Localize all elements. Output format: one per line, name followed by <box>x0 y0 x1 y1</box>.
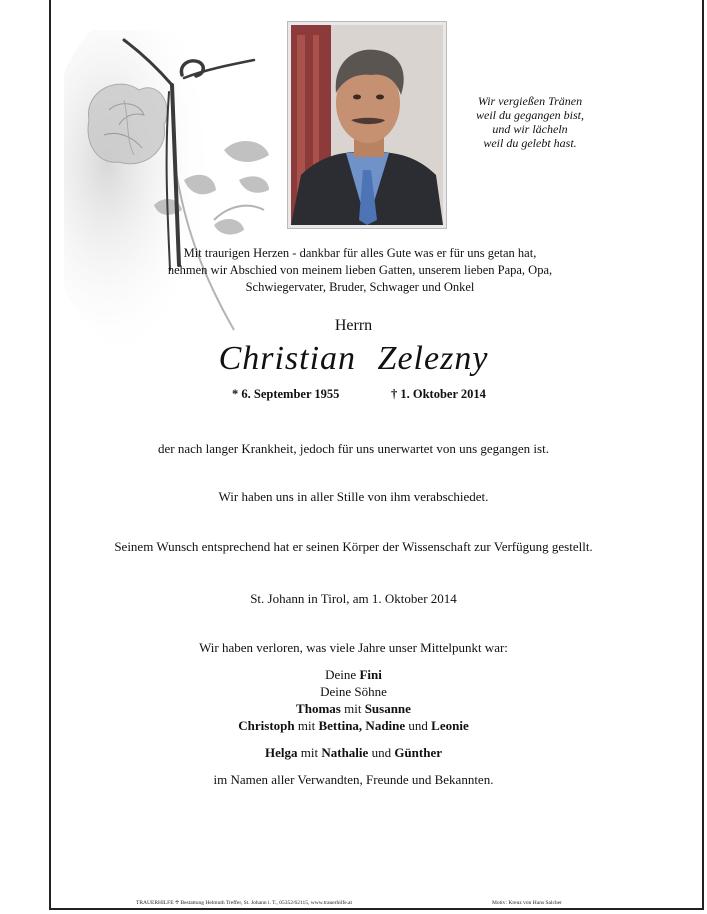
son1-partner: Susanne <box>364 701 411 716</box>
sibling-with: mit <box>297 745 322 760</box>
family-sons: Deine Söhne <box>320 684 387 699</box>
son1-name: Thomas <box>296 701 341 716</box>
family-son1 <box>0 700 707 717</box>
family-son2 <box>0 717 707 734</box>
rose-cross-motif <box>64 30 294 350</box>
intro-line: Schwiegervater, Bruder, Schwager und Onkel <box>245 280 475 294</box>
son2-name: Christoph <box>238 718 295 733</box>
family-sibling <box>0 744 707 761</box>
wife-prefix: Deine <box>325 667 360 682</box>
quote-line: Wir vergießen Tränen <box>477 94 583 108</box>
footer-motif: Motiv: Kreuz von Hans Salcher <box>492 900 562 906</box>
deceased-name: Christian Zelezny <box>218 340 489 377</box>
birth-date: * 6. September 1955 <box>232 387 340 401</box>
quote-line: weil du gegangen bist, <box>476 108 584 122</box>
family-closing: im Namen aller Verwandten, Freunde und Bekannten. <box>213 772 494 787</box>
family-list <box>0 666 707 788</box>
sibling-partner2: Günther <box>394 745 442 760</box>
son2-and: und <box>405 718 432 733</box>
memorial-quote <box>470 94 590 150</box>
footer-undertaker: TRAUERHILFE ♰ Bestattung Helmuth Treffer, St. Johann i. T., 05352/62115, www.trauerhilfe.at <box>136 900 352 906</box>
portrait-illustration <box>291 25 443 225</box>
intro-line: Mit traurigen Herzen - dankbar für alles Gute was er für uns getan hat, <box>183 246 537 260</box>
son1-with: mit <box>340 701 365 716</box>
son2-with: mit <box>294 718 319 733</box>
place-date-text: St. Johann in Tirol, am 1. Oktober 2014 <box>250 591 457 606</box>
farewell-text: Wir haben uns in aller Stille von ihm verabschiedet. <box>218 489 489 504</box>
death-date: † 1. Oktober 2014 <box>391 387 486 401</box>
intro-text <box>60 245 660 296</box>
son2-child: Leonie <box>431 718 469 733</box>
illness-text: der nach langer Krankheit, jedoch für uns unerwartet von uns gegangen ist. <box>158 441 549 456</box>
quote-line: und wir lächeln <box>492 122 568 136</box>
portrait-photo <box>288 22 446 228</box>
sibling-name: Helga <box>265 745 298 760</box>
family-wife <box>0 666 707 683</box>
wife-name: Fini <box>359 667 382 682</box>
son2-family: Bettina, Nadine <box>318 718 406 733</box>
sibling-and: und <box>368 745 395 760</box>
quote-line: weil du gelebt hast. <box>483 136 577 150</box>
sibling-partner: Nathalie <box>321 745 369 760</box>
intro-line: nehmen wir Abschied von meinem lieben Gatten, unserem lieben Papa, Opa, <box>167 263 553 277</box>
lost-text: Wir haben verloren, was viele Jahre unser Mittelpunkt war: <box>199 640 508 655</box>
science-text: Seinem Wunsch entsprechend hat er seinen Körper der Wissenschaft zur Verfügung gestellt. <box>114 539 593 554</box>
salutation: Herrn <box>334 317 373 334</box>
